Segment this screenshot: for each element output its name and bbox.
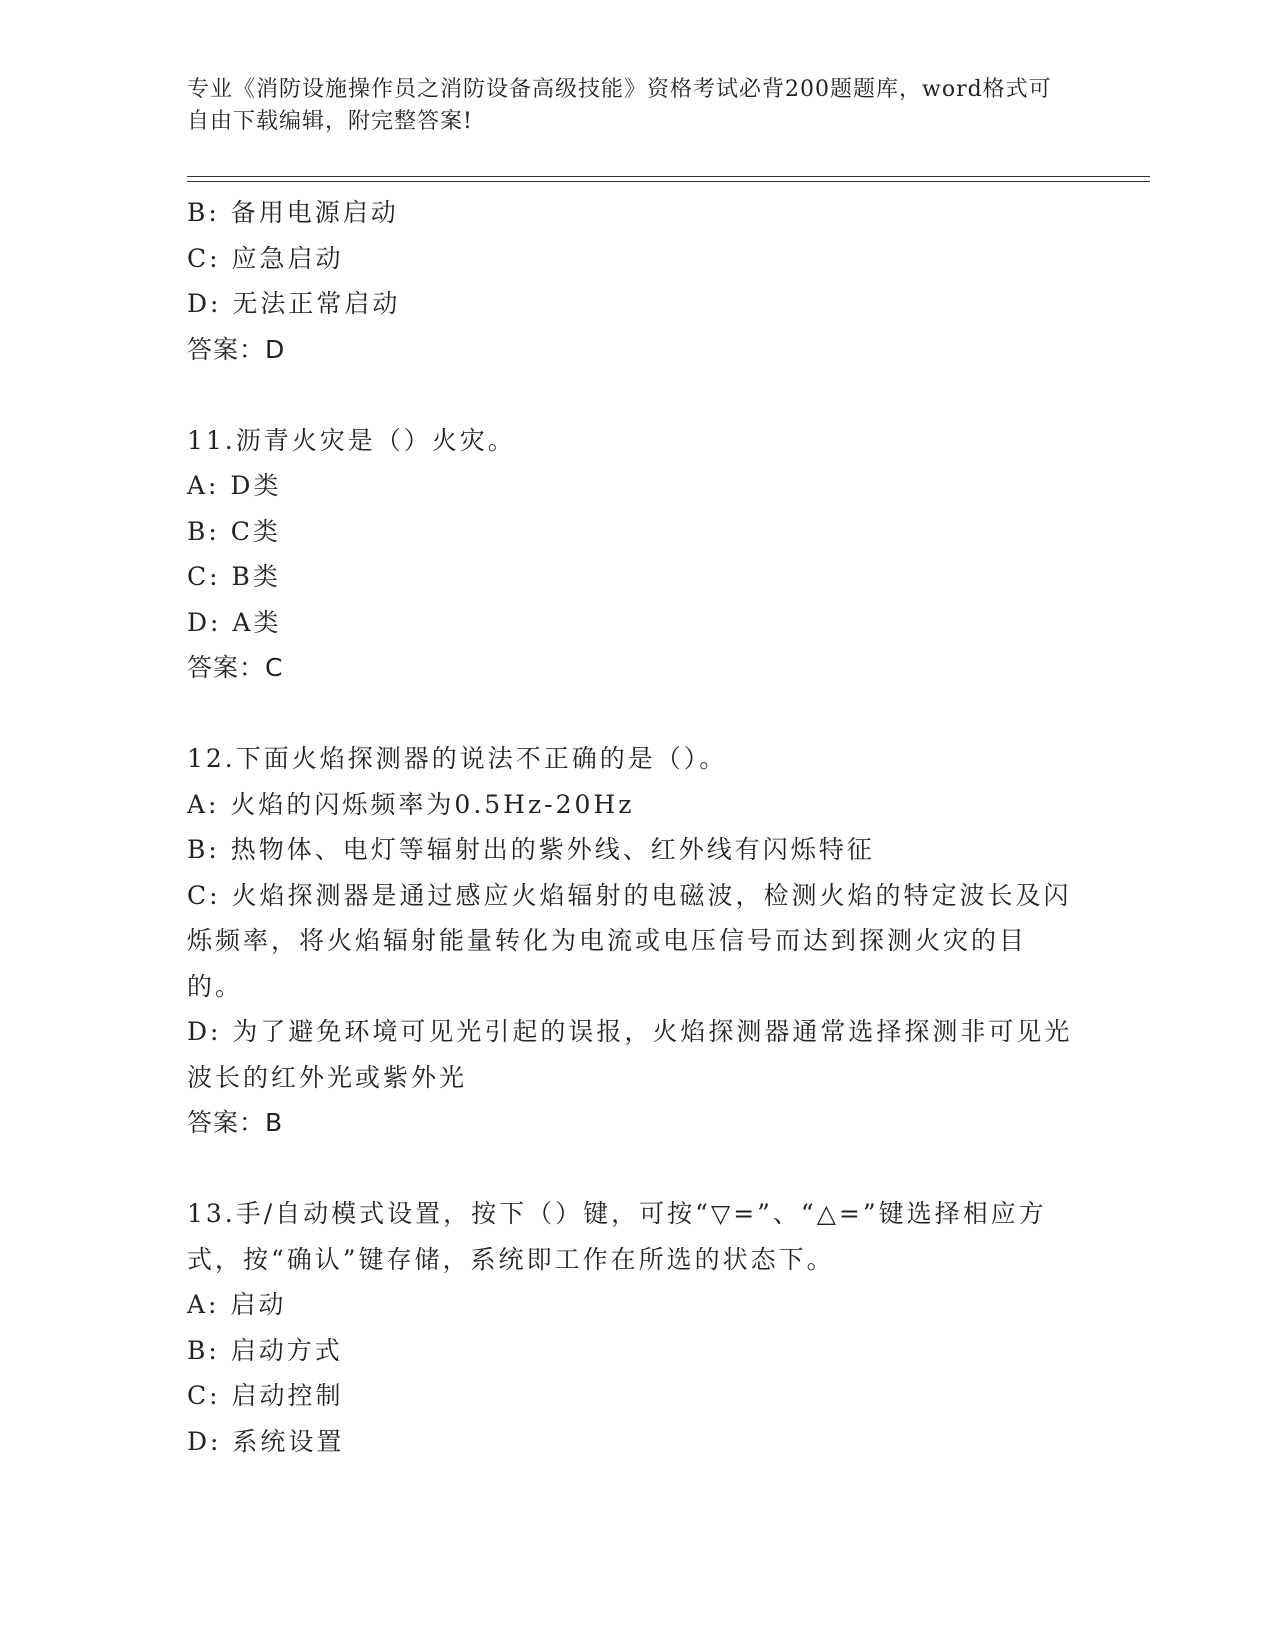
header-divider-top [187, 176, 1150, 177]
answer-line: 答案：B [187, 1108, 284, 1137]
question-content [187, 190, 1077, 1464]
previous-question-block [187, 190, 1077, 372]
option-c: C: 火焰探测器是通过感应火焰辐射的电磁波，检测火焰的特定波长及闪烁频率，将火焰辐射能量转化为电流或电压信号而达到探测火灾的目的。 [187, 880, 1072, 1001]
answer-line: 答案：D [187, 334, 286, 364]
option-c: C: 应急启动 [187, 243, 344, 273]
option-d: D: 为了避免环境可见光引起的误报，火焰探测器通常选择探测非可见光波长的红外光或紫外光 [187, 1017, 1073, 1092]
document-header: 专业《消防设施操作员之消防设备高级技能》资格考试必背200题题库，word格式可自由下载编辑，附完整答案! [187, 77, 1052, 134]
option-a: A: D类 [187, 471, 282, 500]
spacer [187, 691, 1077, 737]
spacer [187, 1146, 1077, 1192]
question-stem: 13.手/自动模式设置，按下（）键，可按“▽=”、“△=”键选择相应方式，按“确认”键存储，系统即工作在所选的状态下。 [187, 1199, 1047, 1274]
option-b: B: 备用电源启动 [187, 198, 399, 227]
option-a: A: 火焰的闪烁频率为0.5Hz-20Hz [187, 789, 635, 819]
option-b: B: C类 [187, 516, 281, 546]
answer-line: 答案：C [187, 653, 284, 682]
option-d: D: 系统设置 [187, 1426, 345, 1456]
question-12-block [187, 736, 1077, 1146]
question-11-block [187, 418, 1077, 691]
question-stem: 11.沥青火灾是（）火灾。 [187, 425, 516, 455]
question-stem: 12.下面火焰探测器的说法不正确的是（）。 [187, 744, 728, 773]
option-d: D: A类 [187, 607, 282, 637]
question-13-block [187, 1191, 1077, 1464]
spacer [187, 372, 1077, 418]
option-b: B: 启动方式 [187, 1335, 343, 1365]
header-divider-bottom [187, 181, 1150, 182]
option-c: C: 启动控制 [187, 1381, 344, 1410]
option-c: C: B类 [187, 562, 281, 591]
option-a: A: 启动 [187, 1290, 287, 1319]
option-b: B: 热物体、电灯等辐射出的紫外线、红外线有闪烁特征 [187, 835, 875, 864]
option-d: D: 无法正常启动 [187, 289, 401, 318]
